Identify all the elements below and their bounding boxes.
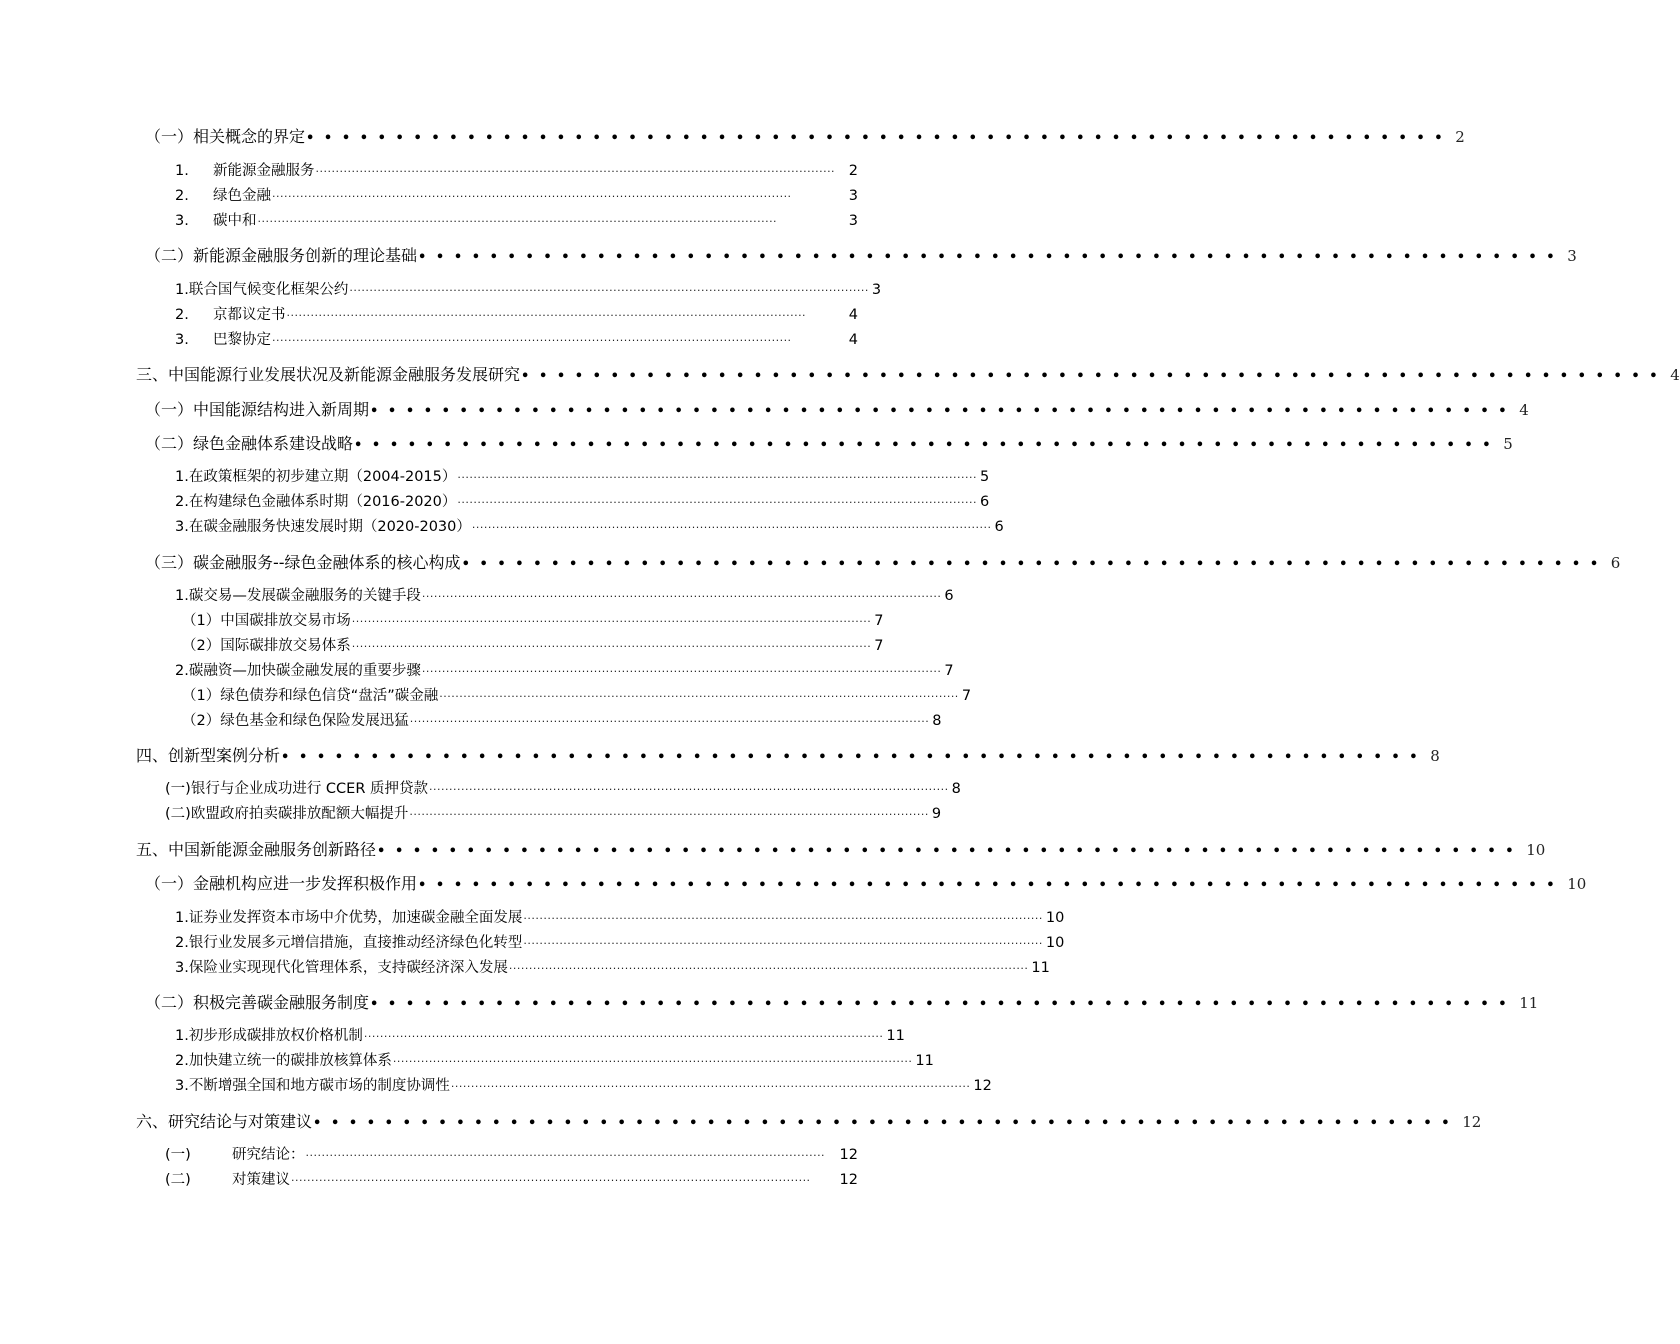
- toc-leader-dots: ··································································································································: [523, 912, 1043, 925]
- toc-leader-dots: ··································································································································: [286, 309, 807, 322]
- toc-entry-page: 3: [848, 188, 858, 204]
- toc-entry-page: 2: [1455, 128, 1465, 146]
- toc-leader-dots: ••••••••••••••••••••••••••••••••••••••••••••••••••••••••••••••••: [281, 750, 1428, 765]
- toc-entry[interactable]: [175, 308, 858, 323]
- toc-entry-number: （一）: [145, 400, 194, 419]
- toc-entry-number: 五、: [136, 840, 169, 859]
- toc-entry-title: 金融机构应进一步发挥积极作用: [193, 874, 418, 893]
- toc-entry-page: 4: [1670, 366, 1680, 384]
- toc-entry-page: 5: [1503, 435, 1513, 453]
- toc-entry-number: 1.: [175, 910, 189, 926]
- toc-entry-page: 11: [886, 1028, 905, 1044]
- toc-entry-title: （1）中国碳排放交易市场: [182, 613, 351, 629]
- toc-leader-dots: ••••••••••••••••••••••••••••••••••••••••••••••••••••••••••••••••: [306, 131, 1453, 146]
- toc-entry-title: 碳交易—发展碳金融服务的关键手段: [188, 588, 421, 604]
- toc-entry-title: 中国新能源金融服务创新路径: [168, 840, 377, 859]
- toc-leader-dots: ··································································································································: [291, 1174, 811, 1187]
- toc-entry[interactable]: [175, 1028, 905, 1044]
- toc-entry-number: （二）: [145, 246, 194, 265]
- toc-entry-number: 1.: [175, 469, 189, 485]
- toc-entry-page: 4: [1519, 401, 1529, 419]
- toc-entry-page: 11: [1519, 994, 1539, 1012]
- toc-entry-title: 银行与企业成功进行 CCER 质押贷款: [190, 781, 429, 797]
- toc-entry[interactable]: [175, 333, 858, 348]
- toc-leader-dots: ··································································································································: [409, 808, 929, 821]
- toc-entry[interactable]: [165, 1148, 858, 1163]
- toc-leader-dots: ••••••••••••••••••••••••••••••••••••••••••••••••••••••••••••••••: [354, 438, 1501, 453]
- toc-entry[interactable]: [175, 663, 954, 679]
- toc-entry[interactable]: [175, 1053, 934, 1069]
- toc-entry-title: （2）国际碳排放交易体系: [182, 638, 351, 654]
- toc-entry-page: 7: [874, 638, 884, 654]
- toc-entry-number: 3.: [175, 332, 189, 348]
- toc-entry-number: （一）: [145, 127, 194, 146]
- toc-entry-page: 12: [839, 1172, 858, 1188]
- toc-leader-dots: ··································································································································: [392, 1055, 913, 1068]
- toc-entry-page: 3: [848, 213, 858, 229]
- toc-entry-number: 1.: [175, 163, 189, 179]
- toc-entry[interactable]: [165, 1173, 858, 1188]
- toc-entry-title: 巴黎协定: [213, 332, 271, 348]
- toc-entry-title: 新能源金融服务: [213, 163, 315, 179]
- toc-entry-title: （1）绿色债券和绿色信贷“盘活”碳金融: [182, 688, 439, 704]
- toc-entry-number: （二）: [145, 993, 194, 1012]
- toc-entry-title: 碳金融服务--绿色金融体系的核心构成: [193, 553, 461, 572]
- toc-entry-number: （二）: [145, 434, 194, 453]
- toc-entry-page: 11: [1031, 960, 1050, 976]
- toc-leader-dots: ··································································································································: [457, 471, 977, 484]
- toc-entry-number: （一）: [145, 874, 194, 893]
- toc-entry-chapter[interactable]: [136, 365, 1680, 384]
- toc-entry-section[interactable]: [145, 874, 1587, 893]
- toc-entry-number: 3.: [175, 960, 189, 976]
- toc-entry-number: 3.: [175, 519, 189, 535]
- toc-leader-dots: ··································································································································: [523, 937, 1043, 950]
- toc-entry-section[interactable]: [145, 553, 1621, 572]
- toc-entry[interactable]: [175, 469, 990, 485]
- toc-leader-dots: ••••••••••••••••••••••••••••••••••••••••••••••••••••••••••••••••: [418, 250, 1565, 265]
- toc-entry-number: 三、: [136, 365, 169, 384]
- toc-entry-page: 3: [1567, 247, 1577, 265]
- toc-entry-page: 10: [1526, 841, 1546, 859]
- toc-leader-dots: ··································································································································: [349, 284, 869, 297]
- toc-entry-title: 欧盟政府拍卖碳排放配额大幅提升: [190, 806, 409, 822]
- toc-entry-section[interactable]: [145, 127, 1465, 146]
- toc-entry-page: 12: [1462, 1113, 1482, 1131]
- toc-entry[interactable]: [175, 960, 1050, 976]
- toc-leader-dots: ••••••••••••••••••••••••••••••••••••••••••••••••••••••••••••••••: [370, 404, 1517, 419]
- toc-entry[interactable]: [175, 214, 858, 229]
- toc-entry-title: 新能源金融服务创新的理论基础: [193, 246, 418, 265]
- toc-entry-section[interactable]: [145, 993, 1539, 1012]
- toc-entry-page: 11: [915, 1053, 934, 1069]
- toc-entry-page: 10: [1045, 910, 1065, 926]
- toc-entry-page: 6: [944, 588, 954, 604]
- toc-entry-page: 7: [961, 688, 972, 704]
- toc-entry-title: 在碳金融服务快速发展时期（2020-2030）: [188, 519, 471, 535]
- toc-entry[interactable]: [175, 189, 858, 204]
- toc-leader-dots: ··································································································································: [429, 783, 949, 796]
- toc-leader-dots: ··································································································································: [450, 1080, 971, 1093]
- toc-leader-dots: ··································································································································: [421, 590, 942, 603]
- toc-entry-title: 在构建绿色金融体系时期（2016-2020）: [188, 494, 457, 510]
- toc-entry-number: 2.: [175, 307, 189, 323]
- toc-leader-dots: ··································································································································: [272, 334, 792, 347]
- toc-entry-number: (一): [165, 781, 191, 797]
- toc-leader-dots: ··································································································································: [439, 690, 959, 703]
- toc-entry-title: 对策建议: [232, 1172, 290, 1188]
- toc-entry-number: （三）: [145, 553, 194, 572]
- toc-entry-page: 10: [1045, 935, 1065, 951]
- toc-entry-number: 3.: [175, 213, 189, 229]
- toc-entry-page: 5: [979, 469, 990, 485]
- toc-entry-title: 创新型案例分析: [168, 746, 281, 765]
- toc-entry[interactable]: [182, 688, 972, 704]
- toc-entry-title: 中国能源结构进入新周期: [193, 400, 370, 419]
- toc-leader-dots: ··································································································································: [409, 715, 930, 728]
- toc-entry-title: 相关概念的界定: [193, 127, 306, 146]
- toc-entry-title: 保险业实现现代化管理体系，支持碳经济深入发展: [188, 960, 508, 976]
- toc-entry-page: 6: [1610, 554, 1621, 572]
- toc-entry-number: 3.: [175, 1078, 189, 1094]
- toc-entry-page: 12: [839, 1147, 858, 1163]
- toc-entry-number: 1.: [175, 588, 189, 604]
- toc-entry[interactable]: [182, 638, 884, 654]
- toc-entry-title: 京都议定书: [213, 307, 286, 323]
- toc-entry[interactable]: [175, 494, 990, 510]
- toc-entry-page: 4: [848, 332, 858, 348]
- toc-entry-title: 绿色金融: [213, 188, 271, 204]
- toc-entry-section[interactable]: [145, 246, 1577, 265]
- toc-leader-dots: ··································································································································: [508, 962, 1029, 975]
- toc-entry-title: 加快建立统一的碳排放核算体系: [188, 1053, 392, 1069]
- toc-entry[interactable]: [182, 613, 884, 629]
- toc-entry-page: 4: [848, 307, 858, 323]
- toc-entry-title: 初步形成碳排放权价格机制: [188, 1028, 363, 1044]
- toc-entry-number: 1.: [175, 282, 189, 298]
- toc-entry[interactable]: [175, 1078, 992, 1094]
- toc-entry-number: 六、: [136, 1112, 169, 1131]
- toc-entry[interactable]: [175, 282, 882, 298]
- toc-leader-dots: ••••••••••••••••••••••••••••••••••••••••••••••••••••••••••••••••: [521, 369, 1668, 384]
- toc-entry-title: 银行业发展多元增信措施，直接推动经济绿色化转型: [188, 935, 523, 951]
- toc-leader-dots: ··································································································································: [257, 215, 778, 228]
- toc-entry-number: 四、: [136, 746, 169, 765]
- toc-entry[interactable]: [175, 519, 1004, 535]
- toc-entry-page: 2: [848, 163, 858, 179]
- toc-leader-dots: ••••••••••••••••••••••••••••••••••••••••••••••••••••••••••••••••: [461, 557, 1608, 572]
- toc-entry[interactable]: [165, 781, 961, 797]
- toc-entry-number: 2.: [175, 188, 189, 204]
- toc-entry[interactable]: [175, 164, 858, 179]
- toc-entry-section[interactable]: [145, 400, 1529, 419]
- toc-entry[interactable]: [175, 588, 954, 604]
- toc-entry-page: 7: [944, 663, 954, 679]
- toc-leader-dots: ••••••••••••••••••••••••••••••••••••••••••••••••••••••••••••••••: [377, 844, 1524, 859]
- toc-entry-number: (一): [165, 1147, 191, 1163]
- toc-entry-title: 联合国气候变化框架公约: [188, 282, 349, 298]
- toc-entry-title: 碳融资—加快碳金融发展的重要步骤: [188, 663, 421, 679]
- toc-leader-dots: ··································································································································: [421, 665, 942, 678]
- toc-entry-page: 3: [871, 282, 882, 298]
- toc-leader-dots: ··································································································································: [351, 640, 872, 653]
- toc-entry-page: 10: [1567, 875, 1587, 893]
- toc-leader-dots: ··································································································································: [457, 496, 977, 509]
- toc-entry-title: 不断增强全国和地方碳市场的制度协调性: [188, 1078, 450, 1094]
- toc-entry[interactable]: [182, 713, 942, 729]
- toc-entry-title: 研究结论：: [232, 1147, 305, 1163]
- toc-entry-page: 8: [1430, 747, 1440, 765]
- toc-leader-dots: ••••••••••••••••••••••••••••••••••••••••••••••••••••••••••••••••: [418, 878, 1565, 893]
- toc-entry-number: (二): [165, 1172, 191, 1188]
- toc-entry[interactable]: [165, 806, 942, 822]
- toc-entry-title: （2）绿色基金和绿色保险发展迅猛: [182, 713, 409, 729]
- toc-leader-dots: ··································································································································: [315, 165, 836, 178]
- toc-leader-dots: ••••••••••••••••••••••••••••••••••••••••••••••••••••••••••••••••: [370, 997, 1517, 1012]
- toc-entry-title: 在政策框架的初步建立期（2004-2015）: [188, 469, 457, 485]
- toc-entry-number: 2.: [175, 663, 189, 679]
- toc-leader-dots: ··································································································································: [305, 1149, 826, 1162]
- toc-entry-title: 研究结论与对策建议: [168, 1112, 313, 1131]
- toc-entry-chapter[interactable]: [136, 1112, 1482, 1131]
- toc-entry-page: 6: [979, 494, 990, 510]
- toc-leader-dots: ··································································································································: [272, 190, 792, 203]
- toc-entry-title: 积极完善碳金融服务制度: [193, 993, 370, 1012]
- toc-entry-page: 8: [951, 781, 961, 797]
- toc-entry-number: 1.: [175, 1028, 189, 1044]
- toc-entry-page: 12: [973, 1078, 992, 1094]
- toc-entry-number: (二): [165, 806, 191, 822]
- toc-entry-chapter[interactable]: [136, 746, 1440, 765]
- toc-entry-title: 证券业发挥资本市场中介优势，加速碳金融全面发展: [188, 910, 523, 926]
- toc-entry-page: 7: [874, 613, 884, 629]
- toc-entry-title: 碳中和: [213, 213, 257, 229]
- toc-leader-dots: ••••••••••••••••••••••••••••••••••••••••••••••••••••••••••••••••: [313, 1116, 1460, 1131]
- toc-entry-page: 9: [931, 806, 942, 822]
- toc-entry-page: 8: [932, 713, 942, 729]
- toc-entry-number: 2.: [175, 1053, 189, 1069]
- toc-entry[interactable]: [175, 910, 1065, 926]
- toc-leader-dots: ··································································································································: [351, 615, 872, 628]
- toc-leader-dots: ··································································································································: [363, 1030, 884, 1043]
- toc-entry-title: 绿色金融体系建设战略: [193, 434, 354, 453]
- toc-leader-dots: ··································································································································: [471, 521, 992, 534]
- toc-entry[interactable]: [175, 935, 1065, 951]
- toc-entry-title: 中国能源行业发展状况及新能源金融服务发展研究: [168, 365, 521, 384]
- toc-entry-chapter[interactable]: [136, 840, 1546, 859]
- toc-entry-page: 6: [994, 519, 1004, 535]
- toc-entry-number: 2.: [175, 935, 189, 951]
- toc-entry-number: 2.: [175, 494, 189, 510]
- toc-entry-section[interactable]: [145, 434, 1513, 453]
